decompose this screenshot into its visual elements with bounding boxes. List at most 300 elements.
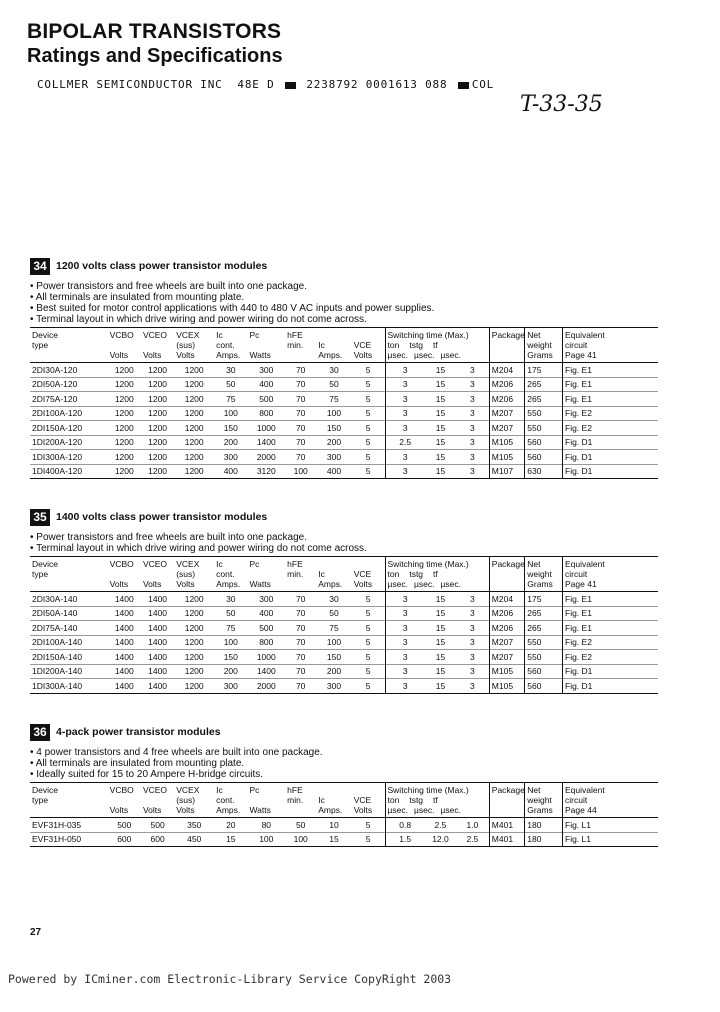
table-cell: 1DI300A-120	[32, 451, 83, 462]
table-cell: 15	[435, 622, 446, 633]
header-label: µsec.	[414, 579, 435, 589]
table-cell: 1200	[114, 466, 134, 477]
header-label: Grams	[527, 579, 553, 589]
table-cell: 3	[385, 621, 425, 636]
table-cell: 15	[435, 408, 446, 419]
table-cell: 3	[470, 666, 475, 677]
table-cell: 3	[470, 651, 475, 662]
column-header	[525, 557, 563, 592]
header-label: type	[32, 795, 49, 805]
table-cell: 265	[525, 621, 563, 636]
table-cell: 1.5	[385, 832, 425, 847]
table-cell: 3	[470, 637, 475, 648]
table-cell: 1200	[184, 379, 204, 390]
page-reference: Page 41	[565, 579, 597, 589]
table-row	[30, 406, 658, 421]
feature-item: • All terminals are insulated from mounting plate.	[30, 758, 698, 769]
table-cell: 1DI300A-140	[32, 680, 83, 691]
table-cell: 1400	[256, 437, 276, 448]
table-cell: 15	[329, 834, 339, 845]
table-cell: 1200	[114, 364, 134, 375]
table-cell: Fig. D1	[563, 435, 659, 450]
table-cell: 1200	[148, 466, 168, 477]
table-cell: 15	[435, 651, 446, 662]
feature-item: • Terminal layout in which drive wiring and power wiring do not come across.	[30, 314, 698, 325]
table-cell: 70	[295, 437, 306, 448]
column-header	[247, 328, 285, 363]
header-label: Pc	[249, 330, 260, 340]
table-row	[30, 832, 658, 847]
table-cell: 1400	[114, 593, 134, 604]
table-cell: 15	[435, 666, 446, 677]
header-label: tstg	[409, 340, 424, 350]
header-label: Device	[32, 330, 58, 340]
switching-units	[388, 805, 462, 815]
company-code: COL	[471, 78, 495, 91]
header-label: Volts	[176, 805, 195, 815]
table-cell: 150	[223, 651, 238, 662]
table-cell: 550	[525, 421, 563, 436]
table-cell: 3	[470, 379, 475, 390]
table-cell: 2DI75A-120	[32, 393, 78, 404]
table-cell: M105	[489, 664, 525, 679]
section-title: 1400 volts class power transistor modules	[56, 511, 268, 523]
table-cell: Fig. D1	[563, 450, 659, 465]
table-cell: 1200	[184, 393, 204, 404]
table-cell: 1.0	[466, 819, 479, 830]
table-cell: 100	[293, 834, 308, 845]
header-label: Package	[491, 785, 525, 795]
header-label: VCE	[353, 569, 372, 579]
table-row	[30, 606, 658, 621]
table-cell: 3	[385, 592, 425, 607]
header-label: ton	[387, 340, 400, 350]
section-1200v	[30, 257, 698, 479]
header-label: hFE	[287, 330, 303, 340]
table-cell: 1200	[184, 637, 204, 648]
table-cell: 1200	[184, 422, 204, 433]
table-cell: 1200	[148, 422, 168, 433]
table-cell: 100	[293, 466, 308, 477]
header-label: VCBO	[109, 785, 134, 795]
table-cell: 500	[150, 819, 165, 830]
column-header	[285, 783, 316, 818]
table-cell: 1200	[184, 408, 204, 419]
table-cell: M105	[489, 450, 525, 465]
table-cell: 15	[226, 834, 236, 845]
table-cell: 3	[385, 635, 425, 650]
table-cell: 5	[365, 437, 371, 448]
header-label: µsec.	[440, 350, 461, 360]
table-cell: 2000	[256, 680, 276, 691]
header-label: Package	[491, 330, 525, 340]
table-cell: Fig. D1	[563, 679, 659, 694]
header-label: Device	[32, 785, 58, 795]
table-cell: 1000	[256, 651, 276, 662]
table-row	[30, 435, 658, 450]
table-cell: 5	[365, 466, 371, 477]
header-label: tstg	[409, 795, 424, 805]
header-label: µsec.	[440, 579, 461, 589]
header-label: Switching time (Max.)	[387, 559, 469, 569]
header-label: VCE	[353, 795, 372, 805]
header-label: Volts	[353, 350, 373, 360]
table-cell: 2DI100A-120	[32, 408, 83, 419]
table-cell: 350	[187, 819, 202, 830]
header-label: Volts	[109, 350, 129, 360]
page-title: BIPOLAR TRANSISTORS	[27, 20, 282, 43]
header-label: Grams	[527, 350, 553, 360]
table-cell: 1200	[184, 593, 204, 604]
table-cell: 100	[259, 834, 274, 845]
table-cell: 3120	[256, 466, 276, 477]
table-cell: 560	[525, 450, 563, 465]
table-cell: 265	[525, 377, 563, 392]
column-header	[563, 557, 659, 592]
section-4pack	[30, 723, 698, 847]
header-label: tstg	[409, 569, 424, 579]
table-cell: 5	[365, 451, 371, 462]
table-cell: 1400	[114, 608, 134, 619]
header-label: VCEX	[176, 330, 200, 340]
column-header	[385, 328, 489, 363]
table-cell: 3	[470, 364, 475, 375]
header-label: weight	[527, 340, 552, 350]
feature-item: • Terminal layout in which drive wiring and power wiring do not come across.	[30, 543, 698, 554]
table-row	[30, 592, 658, 607]
table-cell: 3	[470, 593, 475, 604]
table-cell: 1200	[148, 437, 168, 448]
header-label: Ic	[318, 795, 325, 805]
table-cell: 50	[295, 819, 306, 830]
table-cell: 70	[295, 422, 306, 433]
table-cell: M207	[489, 421, 525, 436]
table-cell: 5	[365, 680, 371, 691]
column-header	[30, 328, 108, 363]
table-cell: 2.5	[466, 834, 479, 845]
table-cell: M204	[489, 363, 525, 378]
table-cell: 600	[117, 834, 132, 845]
table-cell: 70	[295, 393, 306, 404]
column-header	[316, 328, 352, 363]
table-cell: 560	[525, 679, 563, 694]
header-label: Amps.	[318, 579, 343, 589]
table-row	[30, 392, 658, 407]
table-cell: 150	[326, 651, 342, 662]
table-cell: 300	[326, 451, 342, 462]
header-label: Equivalent	[565, 785, 605, 795]
table-cell: 600	[150, 834, 165, 845]
header-label: hFE	[287, 559, 303, 569]
header-label: ton	[387, 795, 400, 805]
table-cell: 3	[470, 608, 475, 619]
header-label: Pc	[249, 785, 260, 795]
handwritten-note: T-33-35	[520, 92, 603, 117]
table-cell: 550	[525, 650, 563, 665]
section-title: 1200 volts class power transistor modules	[56, 260, 268, 272]
table-cell: 3	[470, 393, 475, 404]
header-label: Amps.	[318, 805, 343, 815]
table-cell: M206	[489, 606, 525, 621]
table-cell: 1400	[114, 651, 134, 662]
header-label: Package	[491, 559, 525, 569]
table-cell: Fig. E1	[563, 377, 659, 392]
table-row	[30, 621, 658, 636]
header-label: Net	[527, 330, 541, 340]
table-cell: 400	[259, 608, 274, 619]
column-header	[489, 557, 525, 592]
table-cell: 300	[223, 680, 238, 691]
table-cell: 2DI30A-120	[32, 364, 78, 375]
table-cell: 70	[295, 622, 306, 633]
header-label: tf	[433, 569, 438, 579]
table-cell: Fig. E2	[563, 635, 659, 650]
footer-copyright: Powered by ICminer.com Electronic-Library Service CopyRight 2003	[8, 972, 452, 986]
table-cell: 15	[435, 680, 446, 691]
table-cell: Fig. E1	[563, 592, 659, 607]
table-cell: 265	[525, 392, 563, 407]
table-cell: 5	[365, 379, 371, 390]
header-label: (sus)	[176, 569, 196, 579]
header-label: ton	[387, 569, 400, 579]
header-label: circuit	[565, 795, 588, 805]
header-label: type	[32, 569, 49, 579]
column-header	[141, 783, 174, 818]
column-header	[30, 557, 108, 592]
table-cell: 1DI400A-120	[32, 466, 83, 477]
header-label: µsec.	[414, 805, 435, 815]
column-header	[352, 783, 385, 818]
section-header	[30, 508, 698, 526]
table-cell: 1200	[148, 393, 168, 404]
table-cell: Fig. E1	[563, 621, 659, 636]
table-cell: 400	[223, 466, 238, 477]
table-cell: 3	[385, 664, 425, 679]
table-cell: 75	[329, 393, 339, 404]
column-header	[352, 328, 385, 363]
spec-table	[30, 327, 658, 479]
page-subtitle: Ratings and Specifications	[27, 45, 283, 67]
column-header	[563, 783, 659, 818]
switching-units	[388, 350, 462, 360]
table-cell: 1400	[256, 666, 276, 677]
header-label: µsec.	[387, 805, 408, 815]
table-cell: M206	[489, 621, 525, 636]
table-cell: 1200	[184, 466, 204, 477]
header-label: VCE	[353, 340, 372, 350]
table-row	[30, 464, 658, 479]
header-label: VCEO	[142, 785, 168, 795]
table-cell: 1400	[148, 637, 168, 648]
header-label: circuit	[565, 569, 588, 579]
table-cell: 500	[259, 622, 274, 633]
table-cell: M207	[489, 650, 525, 665]
column-header	[489, 328, 525, 363]
table-cell: M207	[489, 406, 525, 421]
table-cell: 5	[365, 622, 371, 633]
table-cell: 5	[365, 637, 371, 648]
column-header	[316, 557, 352, 592]
table-row	[30, 377, 658, 392]
table-cell: 1400	[148, 680, 168, 691]
table-cell: 200	[223, 666, 238, 677]
header-label: hFE	[287, 785, 303, 795]
table-cell: 5	[365, 593, 371, 604]
header-label: Device	[32, 559, 58, 569]
table-row	[30, 664, 658, 679]
header-label: type	[32, 340, 49, 350]
header-label: min.	[287, 795, 304, 805]
table-cell: 70	[295, 408, 306, 419]
column-header	[525, 783, 563, 818]
table-cell: 1400	[148, 593, 168, 604]
column-header	[174, 783, 214, 818]
table-cell: 300	[259, 593, 274, 604]
table-cell: 1400	[114, 622, 134, 633]
table-cell: 3	[470, 422, 475, 433]
table-cell: 200	[326, 437, 342, 448]
column-header	[285, 328, 316, 363]
table-cell: EVF31H-035	[32, 819, 82, 830]
table-row	[30, 363, 658, 378]
header-label: VCBO	[109, 559, 134, 569]
table-cell: 50	[329, 608, 339, 619]
company-header-line	[37, 78, 494, 91]
table-cell: 50	[226, 608, 236, 619]
table-cell: 800	[259, 637, 274, 648]
table-cell: 2DI30A-140	[32, 593, 78, 604]
header-label: Equivalent	[565, 330, 605, 340]
table-cell: 1DI200A-120	[32, 437, 83, 448]
table-cell: 630	[525, 464, 563, 479]
table-cell: 1200	[184, 608, 204, 619]
table-cell: 70	[295, 364, 306, 375]
feature-list	[30, 281, 698, 325]
header-label: cont.	[216, 569, 235, 579]
header-label: Ic	[216, 330, 223, 340]
header-label: Ic	[318, 569, 325, 579]
table-cell: 1200	[148, 408, 168, 419]
table-cell: 100	[326, 408, 342, 419]
block-mark	[285, 82, 296, 89]
table-cell: 15	[435, 437, 446, 448]
switching-subheaders	[388, 569, 438, 579]
table-cell: 30	[226, 364, 236, 375]
table-cell: 3	[470, 437, 475, 448]
table-cell: 75	[226, 393, 236, 404]
header-label: µsec.	[440, 805, 461, 815]
table-cell: 200	[223, 437, 238, 448]
table-cell: 180	[525, 832, 563, 847]
column-header	[214, 783, 247, 818]
header-label: Amps.	[216, 805, 241, 815]
table-cell: 70	[295, 593, 306, 604]
table-cell: 180	[525, 818, 563, 833]
table-cell: 70	[295, 680, 306, 691]
header-label: Volts	[109, 805, 129, 815]
section-1400v	[30, 508, 698, 694]
table-cell: 1200	[148, 451, 168, 462]
table-cell: 30	[329, 364, 339, 375]
column-header	[525, 328, 563, 363]
table-row	[30, 635, 658, 650]
table-cell: 2.5	[385, 435, 425, 450]
table-cell: 2DI50A-140	[32, 608, 78, 619]
table-cell: 75	[329, 622, 339, 633]
table-cell: 15	[435, 393, 446, 404]
table-cell: M207	[489, 635, 525, 650]
table-cell: 15	[435, 593, 446, 604]
table-cell: 550	[525, 406, 563, 421]
column-header	[141, 328, 174, 363]
table-cell: 100	[223, 408, 238, 419]
table-cell: 1200	[114, 408, 134, 419]
table-cell: Fig. E2	[563, 406, 659, 421]
header-label: cont.	[216, 795, 235, 805]
table-cell: Fig. D1	[563, 464, 659, 479]
table-cell: 2DI150A-140	[32, 651, 83, 662]
header-label: min.	[287, 569, 304, 579]
table-cell: 1200	[184, 651, 204, 662]
table-cell: 15	[435, 608, 446, 619]
section-header	[30, 723, 698, 741]
table-cell: 1400	[114, 637, 134, 648]
column-header	[352, 557, 385, 592]
table-row	[30, 818, 658, 833]
spec-table	[30, 782, 658, 847]
feature-item: • Ideally suited for 15 to 20 Ampere H-bridge circuits.	[30, 769, 698, 780]
header-label: Volts	[353, 579, 373, 589]
header-label: Volts	[142, 579, 162, 589]
table-cell: 1200	[114, 437, 134, 448]
section-number-badge: 36	[30, 724, 50, 741]
page-reference: Page 41	[565, 350, 597, 360]
column-header	[247, 557, 285, 592]
company-text: COLLMER SEMICONDUCTOR INC 48E D	[37, 78, 282, 91]
table-cell: 3	[385, 392, 425, 407]
table-cell: 70	[295, 666, 306, 677]
header-label: Volts	[109, 579, 129, 589]
feature-list	[30, 747, 698, 780]
table-cell: 3	[385, 406, 425, 421]
table-cell: 15	[435, 379, 446, 390]
header-label: (sus)	[176, 795, 196, 805]
table-cell: 5	[365, 364, 371, 375]
table-cell: 265	[525, 606, 563, 621]
table-cell: 5	[365, 393, 371, 404]
table-cell: 1200	[184, 680, 204, 691]
header-label: circuit	[565, 340, 588, 350]
header-label: Switching time (Max.)	[387, 785, 469, 795]
column-header	[214, 557, 247, 592]
header-label: Grams	[527, 805, 553, 815]
table-cell: 50	[226, 379, 236, 390]
table-cell: 2DI100A-140	[32, 637, 83, 648]
table-cell: Fig. E1	[563, 606, 659, 621]
column-header	[385, 783, 489, 818]
table-cell: 550	[525, 635, 563, 650]
table-cell: 80	[261, 819, 272, 830]
column-header	[108, 783, 141, 818]
table-cell: 400	[259, 379, 274, 390]
table-cell: 15	[435, 422, 446, 433]
table-cell: Fig. E1	[563, 392, 659, 407]
section-number-badge: 34	[30, 258, 50, 275]
table-cell: 3	[470, 680, 475, 691]
header-label: Net	[527, 785, 541, 795]
header-label: cont.	[216, 340, 235, 350]
table-cell: 5	[365, 666, 371, 677]
